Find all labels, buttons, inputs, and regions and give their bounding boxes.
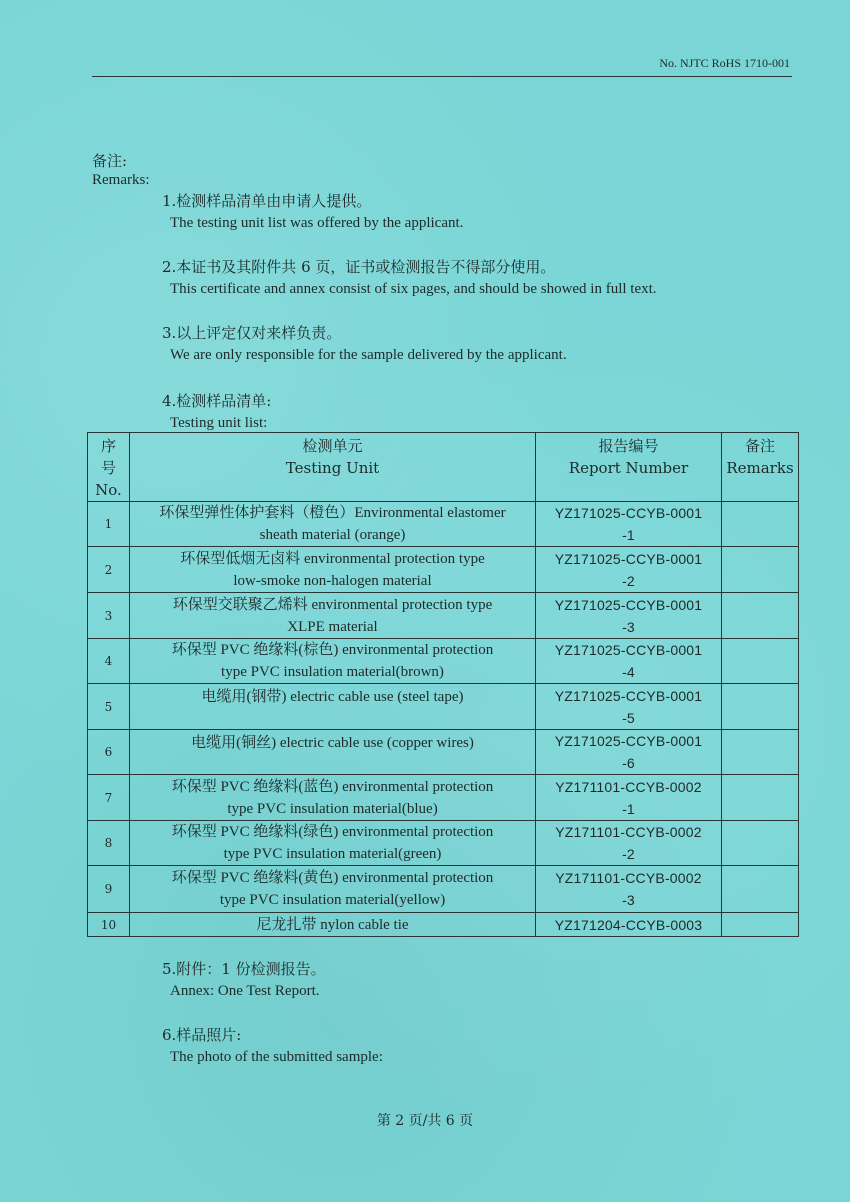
table-row: [88, 639, 799, 684]
header-remarks-en: Remarks: [726, 459, 794, 477]
table-row: [88, 730, 799, 775]
report-line-1: YZ171025-CCYB-0001: [554, 550, 703, 567]
report-line-2: -4: [622, 664, 635, 680]
row-number: 10: [88, 913, 130, 937]
remark-item-cn: 1.检测样品清单由申请人提供。: [162, 192, 372, 210]
report-line-1: YZ171101-CCYB-0002: [555, 870, 702, 886]
unit-line-2: XLPE material: [287, 618, 378, 635]
row-remarks: [722, 684, 799, 730]
unit-line-1: 环保型 PVC 绝缘料(黄色) environmental protection: [171, 870, 494, 886]
report-line-2: -1: [622, 527, 635, 543]
report-line-1: YZ171025-CCYB-0001: [554, 505, 703, 521]
report-line-2: -2: [622, 846, 635, 862]
remarks-title-cn: 备注:: [92, 152, 128, 170]
remark-item-en: Testing unit list:: [170, 415, 268, 431]
annex-cn: 5.附件：1 份检测报告。: [162, 960, 326, 978]
row-unit: [130, 502, 536, 547]
remark-item-en: The testing unit list was offered by the applicant.: [170, 215, 464, 231]
header-unit-en: Testing Unit: [285, 459, 380, 477]
header-no: [88, 433, 130, 502]
report-line-2: -3: [622, 618, 635, 635]
row-number: 5: [88, 684, 130, 730]
table-row: [88, 775, 799, 821]
report-line-1: YZ171101-CCYB-0002: [555, 778, 702, 795]
table-row: [88, 502, 799, 547]
row-report: [536, 639, 722, 684]
unit-line-1: 电缆用(钢带) electric cable use (steel tape): [201, 689, 464, 705]
row-report: [536, 775, 722, 821]
header-remarks-cn: 备注: [744, 437, 775, 455]
unit-line-1: 环保型低烟无卤料 environmental protection type: [180, 550, 485, 567]
row-remarks: [722, 547, 799, 593]
annex-en: Annex: One Test Report.: [170, 983, 320, 999]
unit-line-1: 尼龙扎带 nylon cable tie: [256, 916, 409, 933]
annex-item: [162, 958, 326, 1002]
row-unit: [130, 639, 536, 684]
row-unit: [130, 684, 536, 730]
row-report: [536, 821, 722, 866]
table-row: [88, 866, 799, 913]
unit-line-1: 电缆用(铜丝) electric cable use (copper wires): [191, 735, 474, 751]
row-remarks: [722, 639, 799, 684]
unit-line-1: 环保型交联聚乙烯料 environmental protection type: [172, 596, 493, 613]
row-remarks: [722, 913, 799, 937]
row-report: [536, 913, 722, 937]
remark-item-4: [162, 390, 271, 434]
unit-line-2: type PVC insulation material(yellow): [219, 892, 446, 908]
row-remarks: [722, 502, 799, 547]
header-unit: [130, 433, 536, 502]
table-row: [88, 547, 799, 593]
table-header-row: [88, 433, 799, 502]
remark-item-en: We are only responsible for the sample delivered by the applicant.: [170, 347, 567, 363]
header-no-cn2: 号: [100, 459, 116, 477]
remark-item-en: This certificate and annex consist of six pages, and should be showed in full text.: [170, 281, 657, 297]
report-line-1: YZ171101-CCYB-0002: [555, 824, 702, 840]
unit-line-1: 环保型 PVC 绝缘料(棕色) environmental protection: [171, 642, 494, 658]
table-row: [88, 684, 799, 730]
report-line-1: YZ171204-CCYB-0003: [554, 916, 703, 933]
row-report: [536, 684, 722, 730]
row-report: [536, 502, 722, 547]
report-line-1: YZ171025-CCYB-0001: [554, 642, 703, 658]
row-number: 7: [88, 775, 130, 821]
row-report: [536, 730, 722, 775]
row-number: 6: [88, 730, 130, 775]
row-unit: [130, 730, 536, 775]
page-footer: 第 2 页/共 6 页: [376, 1113, 474, 1129]
report-line-1: YZ171025-CCYB-0001: [554, 687, 703, 704]
table-row: [88, 913, 799, 937]
row-remarks: [722, 775, 799, 821]
report-line-1: YZ171025-CCYB-0001: [554, 733, 703, 749]
row-number: 9: [88, 866, 130, 913]
report-line-2: -3: [622, 892, 635, 908]
row-report: [536, 547, 722, 593]
remark-item-cn: 4.检测样品清单:: [162, 392, 272, 410]
remark-item-2: [162, 256, 657, 300]
row-unit: [130, 913, 536, 937]
remark-item-cn: 2.本证书及其附件共 6 页，证书或检测报告不得部分使用。: [162, 258, 556, 276]
unit-line-2: low-smoke non-halogen material: [233, 572, 432, 589]
report-line-1: YZ171025-CCYB-0001: [554, 596, 703, 613]
header-rule: [92, 76, 792, 77]
header-no-en: No.: [95, 481, 122, 499]
row-remarks: [722, 866, 799, 913]
header-remarks: [722, 433, 799, 502]
row-report: [536, 866, 722, 913]
row-number: 4: [88, 639, 130, 684]
report-line-2: -6: [622, 755, 635, 771]
report-line-2: -5: [622, 709, 635, 726]
header-report-cn: 报告编号: [598, 437, 659, 455]
report-line-2: -2: [622, 572, 635, 589]
row-unit: [130, 866, 536, 913]
row-number: 3: [88, 593, 130, 639]
remark-item-3: [162, 322, 567, 366]
unit-line-1: 环保型弹性体护套料（橙色）Environmental elastomer: [159, 505, 506, 521]
row-number: 1: [88, 502, 130, 547]
unit-line-2: type PVC insulation material(blue): [227, 800, 438, 817]
row-number: 2: [88, 547, 130, 593]
unit-line-1: 环保型 PVC 绝缘料(蓝色) environmental protection: [171, 778, 494, 795]
unit-line-2: sheath material (orange): [259, 527, 406, 543]
remark-item-1: [162, 190, 463, 234]
header-no-cn1: 序: [100, 437, 116, 455]
photo-cn: 6.样品照片:: [162, 1026, 242, 1044]
row-report: [536, 593, 722, 639]
table-row: [88, 593, 799, 639]
row-unit: [130, 775, 536, 821]
photo-en: The photo of the submitted sample:: [170, 1049, 383, 1065]
header-report: [536, 433, 722, 502]
header-unit-cn: 检测单元: [302, 437, 363, 455]
row-unit: [130, 821, 536, 866]
unit-line-1: 环保型 PVC 绝缘料(绿色) environmental protection: [171, 824, 494, 840]
remark-item-cn: 3.以上评定仅对来样负责。: [162, 324, 342, 342]
photo-item: [162, 1024, 383, 1068]
row-unit: [130, 547, 536, 593]
table-row: [88, 821, 799, 866]
row-remarks: [722, 593, 799, 639]
report-line-2: -1: [622, 800, 635, 817]
row-unit: [130, 593, 536, 639]
row-remarks: [722, 821, 799, 866]
row-number: 8: [88, 821, 130, 866]
remarks-title-en: Remarks:: [92, 172, 150, 188]
unit-line-2: type PVC insulation material(brown): [221, 664, 444, 680]
document-number: No. NJTC RoHS 1710-001: [659, 56, 790, 70]
row-remarks: [722, 730, 799, 775]
testing-unit-table: [87, 432, 799, 937]
unit-line-2: type PVC insulation material(green): [223, 846, 442, 862]
header-report-en: Report Number: [568, 459, 689, 477]
